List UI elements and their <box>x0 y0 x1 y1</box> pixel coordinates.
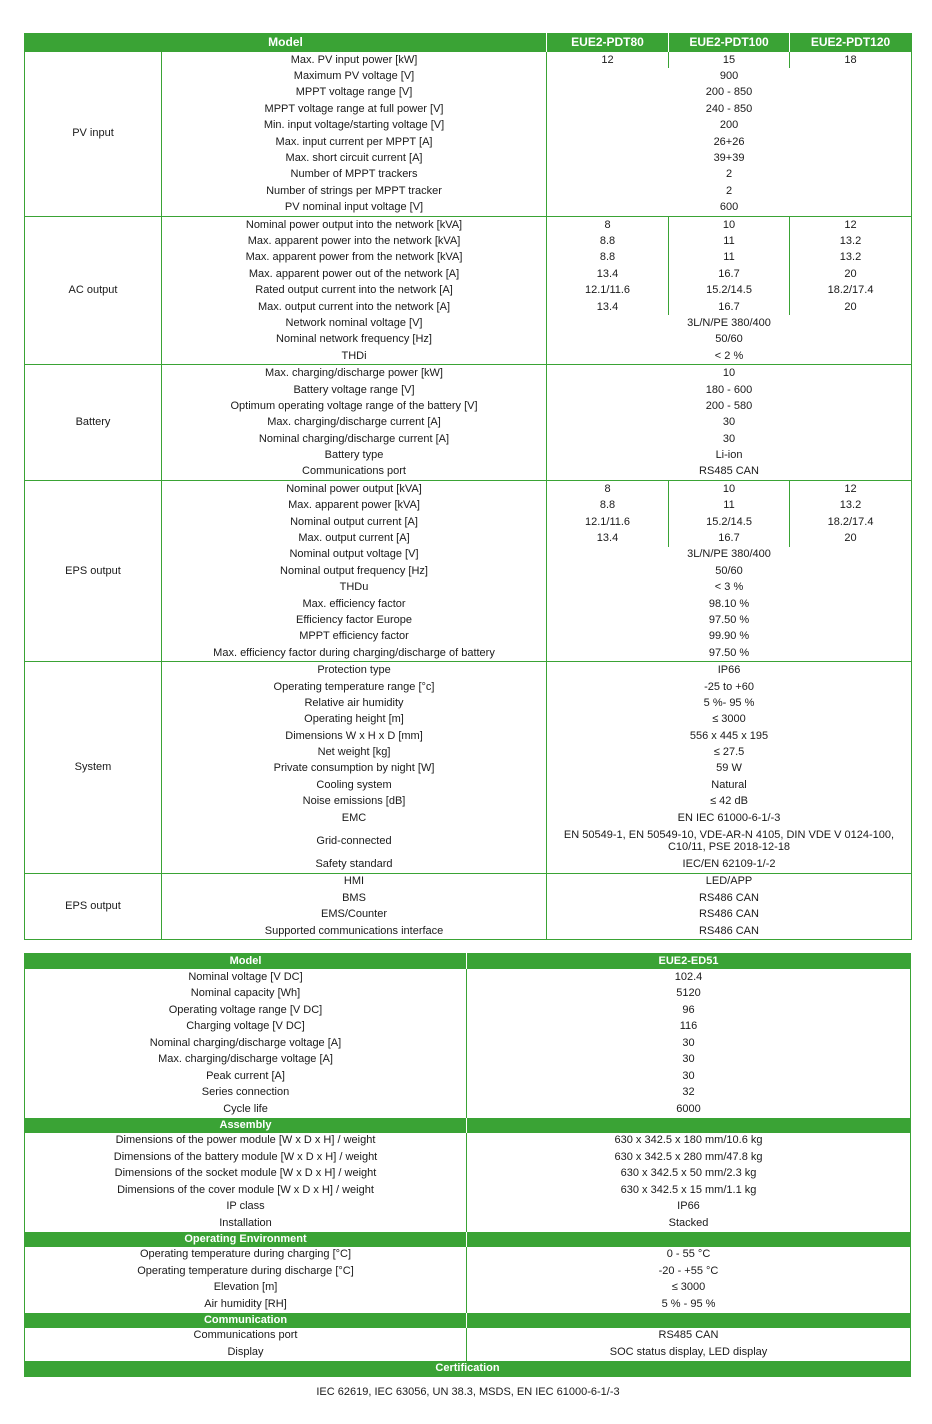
spec-value: 8.8 <box>547 250 669 266</box>
spec-value: 18.2/17.4 <box>827 515 874 528</box>
spec-row <box>25 1247 911 1264</box>
spec-label: Nominal output frequency [Hz] <box>162 563 547 579</box>
spec-value: ≤ 3000 <box>671 1281 706 1294</box>
spec-value: 8 <box>547 216 669 233</box>
spec-value: 630 x 342.5 x 15 mm/1.1 kg <box>620 1183 757 1196</box>
spec-label: Max. charging/discharge current [A] <box>162 415 547 431</box>
spec-value: 2 <box>725 184 733 197</box>
spec-value: 240 - 850 <box>705 102 753 115</box>
spec-value: < 3 % <box>714 581 744 594</box>
spec-value: 8.8 <box>547 233 669 249</box>
spec-label: Max. input current per MPPT [A] <box>162 134 547 150</box>
group-title: Operating Environment <box>25 1232 467 1247</box>
spec-value: 200 - 580 <box>705 399 753 412</box>
spec-label: Operating voltage range [V DC] <box>25 1002 467 1019</box>
spec-label: Nominal network frequency [Hz] <box>162 332 547 348</box>
inverter-spec-table <box>24 33 912 940</box>
model-header: Model <box>25 954 467 970</box>
spec-value: ≤ 3000 <box>712 713 746 726</box>
spec-value: 13.4 <box>547 299 669 315</box>
group-title-blank <box>467 1232 911 1247</box>
spec-value: -20 - +55 °C <box>658 1264 719 1277</box>
spec-row <box>25 481 912 498</box>
spec-label: Series connection <box>25 1085 467 1102</box>
spec-value: 180 - 600 <box>705 383 753 396</box>
spec-value: 11 <box>669 498 790 514</box>
spec-label: Elevation [m] <box>25 1280 467 1297</box>
spec-label: Net weight [kg] <box>162 744 547 760</box>
spec-value: 12 <box>790 481 912 498</box>
spec-value: 30 <box>682 1036 695 1049</box>
model-column-pdt100: EUE2-PDT100 <box>669 34 790 52</box>
spec-value: 5 % - 95 % <box>661 1297 716 1310</box>
spec-label: Number of MPPT trackers <box>162 167 547 183</box>
spec-label: Nominal output current [A] <box>162 514 547 530</box>
spec-label: Operating temperature during charging [°C] <box>25 1247 467 1264</box>
section-label: Battery <box>25 365 162 481</box>
certification-text: IEC 62619, IEC 63056, UN 38.3, MSDS, EN IEC 61000-6-1/-3 <box>316 1386 620 1398</box>
spec-label: Charging voltage [V DC] <box>25 1019 467 1036</box>
spec-label: Max. apparent power into the network [kVA] <box>162 233 547 249</box>
spec-value: 30 <box>682 1053 695 1066</box>
spec-row <box>25 1052 911 1069</box>
spec-value: 12 <box>547 52 669 69</box>
spec-value: 18.2/17.4 <box>827 284 874 297</box>
spec-row <box>25 662 912 679</box>
certification-title: Certification <box>25 1361 911 1377</box>
spec-label: Installation <box>25 1215 467 1232</box>
spec-label: Protection type <box>162 662 547 679</box>
spec-row <box>25 1344 911 1361</box>
spec-value: 200 - 850 <box>705 86 753 99</box>
section-label: AC output <box>25 216 162 365</box>
spec-row <box>25 1166 911 1183</box>
spec-label: Optimum operating voltage range of the battery [V] <box>162 398 547 414</box>
spec-label: Battery voltage range [V] <box>162 382 547 398</box>
spec-value: 30 <box>722 432 736 445</box>
section-label: EPS output <box>25 481 162 662</box>
spec-label: Battery type <box>162 447 547 463</box>
spec-row <box>25 1149 911 1166</box>
spec-value: 97.50 % <box>708 646 750 659</box>
spec-label: Max. apparent power out of the network [A] <box>162 266 547 282</box>
spec-label: THDi <box>162 348 547 365</box>
spec-label: Max. apparent power from the network [kVA] <box>162 250 547 266</box>
spec-label: Communications port <box>162 464 547 481</box>
group-header-row <box>25 1118 911 1133</box>
spec-value: 98.10 % <box>708 597 750 610</box>
spec-value: 13.4 <box>547 530 669 546</box>
spec-value: 12.1/11.6 <box>547 282 669 298</box>
spec-label: Number of strings per MPPT tracker <box>162 183 547 199</box>
spec-label: Dimensions of the socket module [W x D x H] / weight <box>25 1166 467 1183</box>
spec-value: 99.90 % <box>708 630 750 643</box>
spec-value: ≤ 42 dB <box>710 795 748 808</box>
battery-spec-table <box>24 953 911 1377</box>
spec-value: 15.2/14.5 <box>669 514 790 530</box>
certification-header-row <box>25 1361 911 1377</box>
spec-label: Max. charging/discharge power [kW] <box>162 365 547 382</box>
spec-value: EN 50549-1, EN 50549-10, VDE-AR-N 4105, DIN VDE V 0124-100, C10/11, PSE 2018-12-18 <box>563 829 895 854</box>
spec-label: Air humidity [RH] <box>25 1296 467 1313</box>
spec-label: THDu <box>162 580 547 596</box>
spec-label: Dimensions of the battery module [W x D x H] / weight <box>25 1149 467 1166</box>
group-title: Communication <box>25 1313 467 1328</box>
spec-value: RS485 CAN <box>658 1329 719 1342</box>
spec-value: 3L/N/PE 380/400 <box>687 316 771 329</box>
spec-label: Private consumption by night [W] <box>162 761 547 777</box>
spec-label: Nominal charging/discharge voltage [A] <box>25 1035 467 1052</box>
spec-label: Relative air humidity <box>162 695 547 711</box>
spec-value: 13.2 <box>839 499 862 512</box>
spec-label: MPPT voltage range [V] <box>162 85 547 101</box>
battery-header-row <box>25 954 911 970</box>
spec-label: Max. PV input power [kW] <box>162 52 547 69</box>
spec-value: 20 <box>844 532 857 545</box>
spec-value: 16.7 <box>669 530 790 546</box>
spec-value: 556 x 445 x 195 <box>689 729 769 742</box>
spec-value: ≤ 27.5 <box>713 746 745 759</box>
spec-row <box>25 1296 911 1313</box>
spec-value: 10 <box>669 216 790 233</box>
spec-row <box>25 1133 911 1150</box>
spec-label: HMI <box>162 873 547 890</box>
spec-row <box>25 1101 911 1118</box>
spec-value: IP66 <box>677 1200 700 1213</box>
spec-label: Min. input voltage/starting voltage [V] <box>162 118 547 134</box>
spec-row <box>25 1280 911 1297</box>
spec-label: Supported communications interface <box>162 923 547 940</box>
spec-value: Natural <box>711 778 747 791</box>
model-column-pdt120: EUE2-PDT120 <box>790 34 912 52</box>
spec-label: Display <box>25 1344 467 1361</box>
spec-row <box>25 1199 911 1216</box>
spec-label: Operating temperature range [°c] <box>162 679 547 695</box>
spec-row <box>25 1068 911 1085</box>
spec-label: Max. output current [A] <box>162 530 547 546</box>
spec-value: IEC/EN 62109-1/-2 <box>682 858 776 871</box>
spec-label: Cycle life <box>25 1101 467 1118</box>
spec-row <box>25 873 912 890</box>
spec-value: -25 to +60 <box>704 680 754 693</box>
spec-label: MPPT efficiency factor <box>162 629 547 645</box>
spec-label: Cooling system <box>162 777 547 793</box>
spec-value: 16.7 <box>669 299 790 315</box>
spec-label: Max. apparent power [kVA] <box>162 498 547 514</box>
spec-value: 50/60 <box>715 333 743 346</box>
spec-label: Rated output current into the network [A] <box>162 282 547 298</box>
spec-row <box>25 1085 911 1102</box>
spec-value: 18 <box>790 52 912 69</box>
spec-value: 32 <box>682 1086 695 1099</box>
spec-value: 20 <box>844 267 857 280</box>
section-label: PV input <box>25 52 162 217</box>
spec-value: RS486 CAN <box>699 908 759 921</box>
spec-value: LED/APP <box>547 873 912 890</box>
spec-value: 39+39 <box>713 152 745 165</box>
spec-row <box>25 52 912 69</box>
group-header-row <box>25 1232 911 1247</box>
spec-value: 630 x 342.5 x 50 mm/2.3 kg <box>620 1167 757 1180</box>
spec-label: Nominal power output into the network [kVA] <box>162 216 547 233</box>
spec-label: Maximum PV voltage [V] <box>162 68 547 84</box>
group-title-blank <box>467 1313 911 1328</box>
spec-value: 15 <box>669 52 790 69</box>
spec-row <box>25 1002 911 1019</box>
spec-value: 10 <box>669 481 790 498</box>
group-title: Assembly <box>25 1118 467 1133</box>
spec-value: 11 <box>669 250 790 266</box>
spec-value: SOC status display, LED display <box>609 1345 768 1358</box>
spec-value: 5 %- 95 % <box>703 696 755 709</box>
spec-value: 6000 <box>676 1102 701 1115</box>
spec-label: Max. efficiency factor during charging/discharge of battery <box>162 645 547 662</box>
spec-value: Li-ion <box>715 449 743 462</box>
inverter-header-row <box>25 34 912 52</box>
spec-value: 13.4 <box>547 266 669 282</box>
spec-row <box>25 1328 911 1345</box>
spec-label: Peak current [A] <box>25 1068 467 1085</box>
spec-value: 15.2/14.5 <box>669 282 790 298</box>
spec-value: 630 x 342.5 x 180 mm/10.6 kg <box>614 1134 763 1147</box>
spec-value: < 2 % <box>714 349 744 362</box>
section-label: System <box>25 662 162 873</box>
spec-row <box>25 365 912 382</box>
model-column-ed51: EUE2-ED51 <box>467 954 911 970</box>
spec-label: Nominal power output [kVA] <box>162 481 547 498</box>
spec-value: 12.1/11.6 <box>547 514 669 530</box>
spec-row <box>25 1019 911 1036</box>
spec-value: 8.8 <box>547 498 669 514</box>
spec-value: 50/60 <box>715 564 743 577</box>
spec-value: 30 <box>722 416 736 429</box>
spec-label: Network nominal voltage [V] <box>162 315 547 331</box>
spec-value: RS486 CAN <box>699 924 759 937</box>
spec-value: 900 <box>719 70 739 83</box>
spec-value: 116 <box>679 1020 698 1033</box>
spec-label: Max. charging/discharge voltage [A] <box>25 1052 467 1069</box>
spec-label: Nominal voltage [V DC] <box>25 969 467 986</box>
spec-row <box>25 969 911 986</box>
spec-value: 0 - 55 °C <box>666 1248 711 1261</box>
spec-value: 12 <box>790 216 912 233</box>
spec-value: 8 <box>547 481 669 498</box>
spec-value: 11 <box>669 233 790 249</box>
spec-label: Dimensions of the cover module [W x D x H] / weight <box>25 1182 467 1199</box>
spec-row <box>25 986 911 1003</box>
spec-label: Safety standard <box>162 856 547 873</box>
spec-row <box>25 216 912 233</box>
model-column-pdt80: EUE2-PDT80 <box>547 34 669 52</box>
spec-value: 97.50 % <box>708 613 750 626</box>
spec-label: Max. efficiency factor <box>162 596 547 612</box>
spec-label: Operating height [m] <box>162 712 547 728</box>
group-title-blank <box>467 1118 911 1133</box>
group-header-row <box>25 1313 911 1328</box>
spec-label: Grid-connected <box>162 826 547 856</box>
spec-label: MPPT voltage range at full power [V] <box>162 101 547 117</box>
spec-value: 30 <box>682 1069 695 1082</box>
spec-value: RS486 CAN <box>699 891 759 904</box>
spec-value: IP66 <box>547 662 912 679</box>
spec-label: Efficiency factor Europe <box>162 612 547 628</box>
spec-row <box>25 1182 911 1199</box>
spec-value: 10 <box>547 365 912 382</box>
spec-row <box>25 1263 911 1280</box>
spec-value: RS485 CAN <box>699 465 759 478</box>
spec-value: EN IEC 61000-6-1/-3 <box>677 811 781 824</box>
spec-label: IP class <box>25 1199 467 1216</box>
spec-value: 200 <box>719 119 739 132</box>
spec-value: 13.2 <box>839 251 862 264</box>
spec-label: Dimensions W x H x D [mm] <box>162 728 547 744</box>
spec-label: EMS/Counter <box>162 907 547 923</box>
spec-label: Communications port <box>25 1328 467 1345</box>
spec-label: Max. output current into the network [A] <box>162 299 547 315</box>
spec-label: Dimensions of the power module [W x D x H] / weight <box>25 1133 467 1150</box>
spec-value: 630 x 342.5 x 280 mm/47.8 kg <box>614 1150 763 1163</box>
spec-label: BMS <box>162 890 547 906</box>
spec-label: PV nominal input voltage [V] <box>162 200 547 217</box>
spec-label: Noise emissions [dB] <box>162 794 547 810</box>
spec-value: 102.4 <box>674 970 703 983</box>
spec-value: Stacked <box>668 1216 709 1229</box>
spec-label: EMC <box>162 810 547 826</box>
spec-value: 13.2 <box>839 234 862 247</box>
spec-label: Nominal capacity [Wh] <box>25 986 467 1003</box>
spec-value: 3L/N/PE 380/400 <box>687 548 771 561</box>
spec-value: 96 <box>682 1003 695 1016</box>
spec-value: 20 <box>844 300 857 313</box>
spec-value: 59 W <box>716 762 742 775</box>
spec-value: 26+26 <box>713 135 745 148</box>
spec-value: 2 <box>725 168 733 181</box>
spec-row <box>25 1215 911 1232</box>
model-header: Model <box>25 34 547 52</box>
spec-label: Operating temperature during discharge [°C] <box>25 1263 467 1280</box>
section-label: EPS output <box>25 873 162 940</box>
spec-label: Nominal output voltage [V] <box>162 547 547 563</box>
spec-label: Max. short circuit current [A] <box>162 150 547 166</box>
spec-value: 5120 <box>676 987 701 1000</box>
spec-label: Nominal charging/discharge current [A] <box>162 431 547 447</box>
spec-row <box>25 1035 911 1052</box>
spec-value: 16.7 <box>669 266 790 282</box>
spec-value: 600 <box>719 201 739 214</box>
